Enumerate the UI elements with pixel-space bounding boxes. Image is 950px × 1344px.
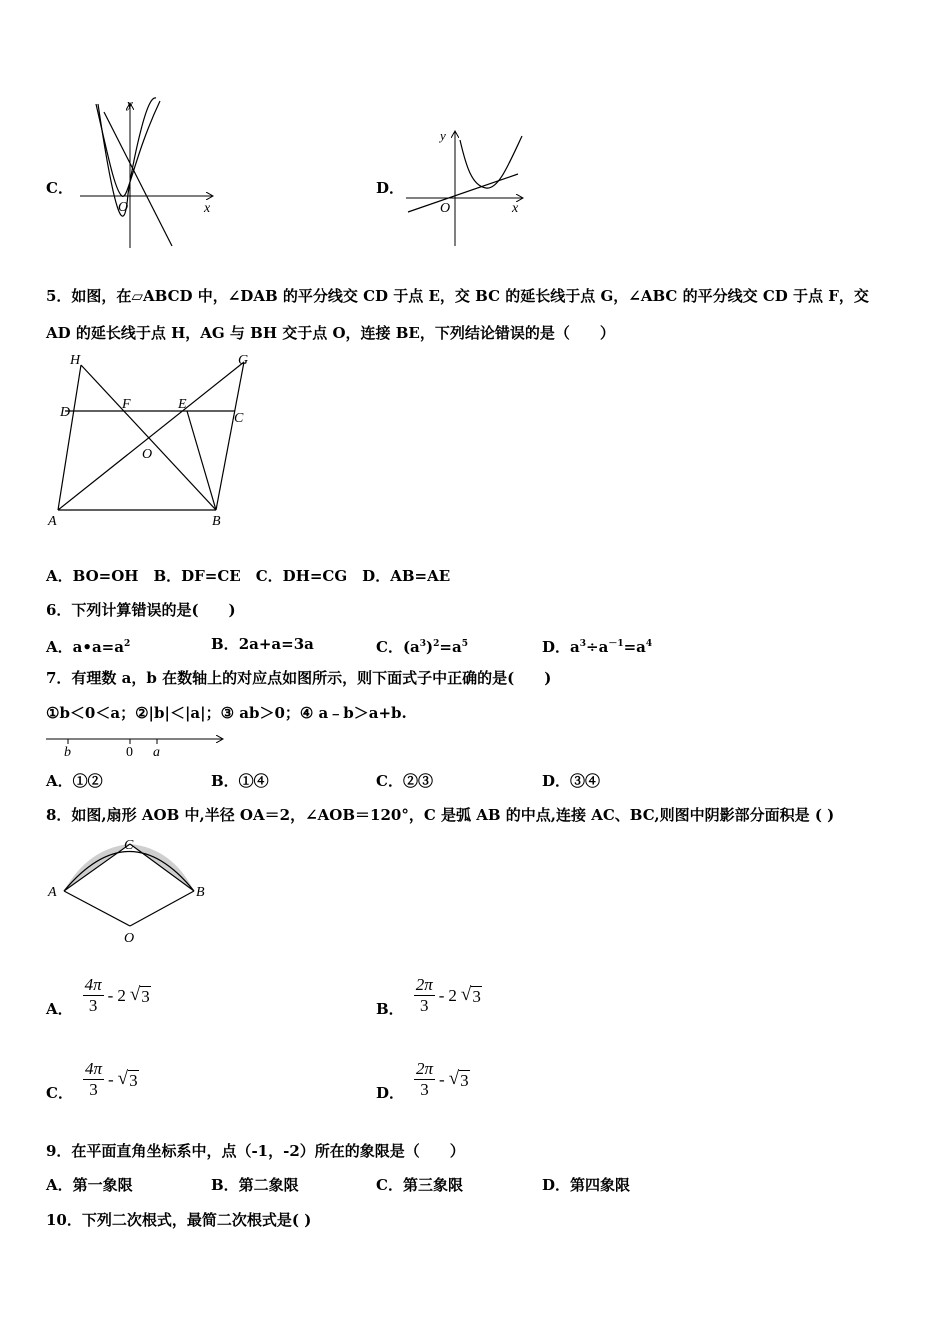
q9-option-d: D．第四象限: [542, 1176, 631, 1194]
q6-option-a: A．$a•a=a^2$: [46, 638, 131, 656]
label-g: G: [238, 353, 249, 368]
parabola: [460, 136, 522, 188]
label-c: C: [234, 411, 244, 426]
label-h: H: [70, 353, 81, 368]
label-a: a: [153, 745, 160, 760]
q7-option-b: B．①④: [211, 772, 269, 790]
q8-stem: 8．如图,扇形 AOB 中,半径 OA＝2，∠AOB＝120°，C 是弧 AB 的中点,连接 AC、BC,则图中阴影部分面积是 ( ): [46, 806, 835, 824]
x-label: x: [512, 201, 519, 216]
y-label: y: [440, 128, 446, 143]
q6-option-b: B．2a+a=3a: [211, 635, 314, 653]
q4-option-d-label: D．: [376, 179, 405, 197]
q6-stem: 6．下列计算错误的是( ): [46, 601, 236, 619]
label-b: B: [196, 885, 205, 900]
line-graph: [408, 174, 518, 212]
q7-stem: 7．有理数 a，b 在数轴上的对应点如图所示，则下面式子中正确的是( ): [46, 669, 552, 687]
segment-ac: [64, 844, 130, 891]
q4-graph-c: [70, 96, 230, 256]
label-c: C: [124, 838, 134, 853]
q7-number-line: [44, 730, 229, 760]
y-label: y: [127, 96, 133, 111]
q8-option-b: B． $\frac{2\pi}{3}$ - 2 √ 3: [376, 975, 481, 1018]
label-e: E: [178, 397, 187, 412]
q7-option-c: C．②③: [376, 772, 433, 790]
q5-options: A．BO=OH B．DF=CE C．DH=CG D．AB=AE: [46, 567, 451, 585]
q6-option-c: C．$(a^3)^2=a^5$: [376, 638, 468, 656]
q9-option-b: B．第二象限: [211, 1176, 299, 1194]
q4-graph-d: [400, 126, 535, 251]
q8-option-d: D． $\frac{2\pi}{3}$ - √ 3: [376, 1059, 469, 1102]
label-a: A: [48, 514, 57, 529]
q9-stem: 9．在平面直角坐标系中，点（-1，-2）所在的象限是（ ）: [46, 1142, 465, 1160]
origin-label: O: [118, 200, 129, 215]
q9-option-c: C．第三象限: [376, 1176, 463, 1194]
label-b: b: [64, 745, 71, 760]
q7-conditions: ①b＜0＜a；②|b|＜|a|；③ ab＞0；④ a﹣b＞a+b.: [46, 704, 407, 722]
segment-ah: [58, 365, 81, 510]
label-o: O: [142, 447, 153, 462]
segment-ao: [64, 891, 130, 926]
q8-sector-figure: [44, 834, 214, 946]
q8-option-a: A． $\frac{4\pi}{3}$ - 2 √ 3: [46, 975, 150, 1018]
label-f: F: [122, 397, 131, 412]
segment-bg: [216, 362, 244, 510]
arc-ab: [64, 852, 194, 892]
segment-ag: [58, 362, 244, 510]
segment-bo: [130, 891, 194, 926]
label-zero: 0: [126, 745, 133, 760]
origin-label: O: [440, 201, 451, 216]
label-b: B: [212, 514, 221, 529]
label-d: D: [60, 405, 71, 420]
segment-bc: [130, 844, 194, 891]
q8-option-c: C． $\frac{4\pi}{3}$ - √ 3: [46, 1059, 138, 1102]
q9-option-a: A．第一象限: [46, 1176, 133, 1194]
q5-stem-line2: AD 的延长线于点 H，AG 与 BH 交于点 O，连接 BE，下列结论错误的是（ ）: [46, 324, 615, 342]
q5-stem-line1: 5．如图，在▱ABCD 中，∠DAB 的平分线交 CD 于点 E，交 BC 的延长线于点 G，∠ABC 的平分线交 CD 于点 F，交: [46, 287, 869, 305]
q5-parallelogram-figure: [44, 350, 259, 532]
x-label: x: [204, 201, 211, 216]
segment-bh: [81, 365, 216, 510]
label-o: O: [124, 931, 135, 946]
q4-option-c-label: C．: [46, 179, 73, 197]
q10-stem: 10．下列二次根式，最简二次根式是( ): [46, 1211, 312, 1229]
q7-option-a: A．①②: [46, 772, 103, 790]
label-a: A: [48, 885, 57, 900]
q7-option-d: D．③④: [542, 772, 601, 790]
q6-option-d: D．$a^3\div a^{-1}=a^4$: [542, 638, 653, 656]
